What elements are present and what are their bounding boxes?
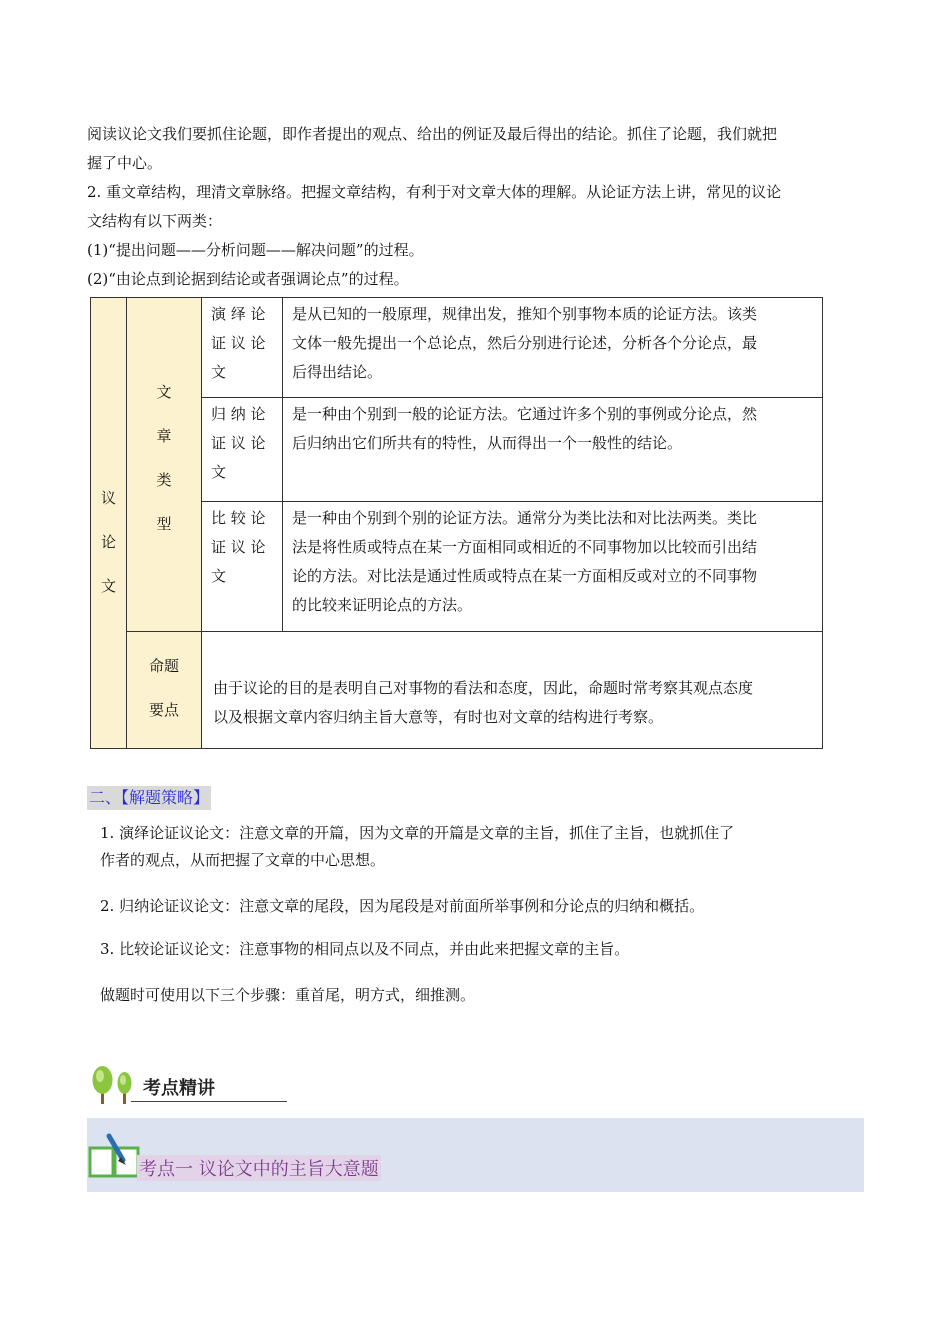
mingti-desc-cell: [202, 632, 822, 748]
desc-cell-deductive: [283, 298, 822, 398]
type-line: 文: [211, 463, 227, 481]
col-article-type-label: [127, 298, 202, 632]
col1-char: 文: [100, 577, 116, 595]
strategy-item-1-line-1: 1. 演绎论证议论文：注意文章的开篇，因为文章的开篇是文章的主旨，抓住了主旨，也就抓住了: [100, 824, 735, 842]
type-line: 证 议 论: [211, 538, 266, 556]
desc-line: 文体一般先提出一个总论点，然后分别进行论述，分析各个分论点，最: [292, 334, 758, 352]
book-pencil-icon: [87, 1130, 143, 1180]
type-line: 文: [211, 363, 227, 381]
intro-line-1: 阅读议论文我们要抓住论题，即作者提出的观点、给出的例证及最后得出的结论。抓住了论题，我们就把: [87, 125, 778, 143]
kaodian-banner: [87, 1064, 247, 1108]
mingti-label-cell: [127, 632, 202, 748]
intro-line-4: 文结构有以下两类：: [87, 212, 223, 230]
intro-line-6: (2)“由论点到论据到结论或者强调论点”的过程。: [87, 270, 409, 288]
col1-char: 议: [100, 489, 116, 507]
desc-line: 法是将性质或特点在某一方面相同或相近的不同事物加以比较而引出结: [292, 538, 758, 556]
type-line: 证 议 论: [211, 434, 266, 452]
kaodian1-banner: [87, 1118, 864, 1192]
col2-char: 文: [156, 383, 172, 401]
col2-char: 章: [156, 427, 172, 445]
strategy-item-3: 3. 比较论证议论文：注意事物的相同点以及不同点，并由此来把握文章的主旨。: [100, 940, 630, 958]
desc-line: 后归纳出它们所共有的特性，从而得出一个一般性的结论。: [292, 434, 683, 452]
mingti-desc-line: 由于议论的目的是表明自己对事物的看法和态度，因此，命题时常考察其观点态度: [213, 679, 754, 697]
argument-essay-table: [90, 297, 823, 749]
type-line: 文: [211, 567, 227, 585]
col2-char: 型: [156, 515, 172, 533]
type-line: 证 议 论: [211, 334, 266, 352]
col2-char: 类: [156, 471, 172, 489]
desc-line: 是一种由个别到一般的论证方法。它通过许多个别的事例或分论点，然: [292, 405, 758, 423]
desc-line: 是一种由个别到个别的论证方法。通常分为类比法和对比法两类。类比: [292, 509, 758, 527]
type-cell-inductive: [202, 398, 283, 502]
desc-cell-comparative: [283, 502, 822, 632]
mingti-desc-line: 以及根据文章内容归纳主旨大意等，有时也对文章的结构进行考察。: [213, 708, 664, 726]
intro-line-3: 2. 重文章结构，理清文章脉络。把握文章结构，有利于对文章大体的理解。从论证方法上讲，常见的议论: [87, 183, 782, 201]
type-line: 归 纳 论: [211, 405, 266, 423]
desc-line: 是从已知的一般原理，规律出发，推知个别事物本质的论证方法。该类: [292, 305, 758, 323]
type-line: 比 较 论: [211, 509, 266, 527]
type-line: 演 绎 论: [211, 305, 266, 323]
kaodian1-title: 考点一 议论文中的主旨大意题: [137, 1155, 381, 1181]
type-cell-comparative: [202, 502, 283, 632]
kaodian-underline: [131, 1101, 287, 1102]
col-essay-type-label: [91, 298, 127, 748]
strategy-heading: 二、【解题策略】: [87, 786, 211, 810]
strategy-steps: 做题时可使用以下三个步骤：重首尾，明方式，细推测。: [100, 986, 476, 1004]
desc-line: 的比较来证明论点的方法。: [292, 596, 473, 614]
mingti-label: 命题: [148, 657, 179, 675]
tree-icon: [87, 1064, 137, 1108]
kaodian-title: 考点精讲: [143, 1078, 215, 1099]
col1-char: 论: [100, 533, 116, 551]
mingti-label: 要点: [148, 701, 179, 719]
strategy-item-1-line-2: 作者的观点，从而把握了文章的中心思想。: [100, 851, 386, 869]
intro-line-2: 握了中心。: [87, 154, 163, 172]
desc-line: 后得出结论。: [292, 363, 383, 381]
type-cell-deductive: [202, 298, 283, 398]
desc-cell-inductive: [283, 398, 822, 502]
intro-line-5: (1)“提出问题——分析问题——解决问题”的过程。: [87, 241, 424, 259]
strategy-item-2: 2. 归纳论证议论文：注意文章的尾段，因为尾段是对前面所举事例和分论点的归纳和概括。: [100, 897, 705, 915]
desc-line: 论的方法。对比法是通过性质或特点在某一方面相反或对立的不同事物: [292, 567, 758, 585]
